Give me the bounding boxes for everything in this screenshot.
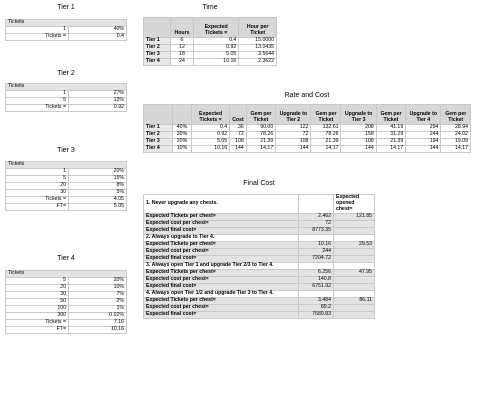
final-cell xyxy=(334,255,375,262)
rate-header: Cost xyxy=(230,105,247,125)
final-cell xyxy=(334,304,375,311)
final-cell: 86.11 xyxy=(334,297,375,304)
final-cell xyxy=(334,248,375,255)
final-row-label: Expected Tickets per chest= xyxy=(144,269,299,276)
tier4-cell: 10% xyxy=(69,284,127,291)
final-row-label: Expected cost per chest= xyxy=(144,248,299,255)
final-row-label: Expected Tickets per chest= xyxy=(144,241,299,248)
rate-cell: 41.19 xyxy=(376,125,405,132)
time-cell: 5.05 xyxy=(194,51,239,58)
final-row-label: Expected cost per chest= xyxy=(144,220,299,227)
tier3-table xyxy=(5,161,127,211)
tier1-title: Tier 1 xyxy=(57,4,75,11)
tier4-cell: 20% xyxy=(69,277,127,284)
rate-cell: 78.26 xyxy=(246,131,275,138)
rate-cell: 144 xyxy=(341,145,376,152)
rate-cell: 132.61 xyxy=(311,125,341,132)
rate-header: Upgrade to Tier 3 xyxy=(341,105,376,125)
tier3-cell: 8% xyxy=(69,182,127,189)
final-cell: 2.462 xyxy=(299,214,334,221)
tier3-cell: 4.05 xyxy=(69,196,127,203)
rate-row-label: Tier 3 xyxy=(144,138,173,145)
final-row-label: Expected final cost= xyxy=(144,283,299,290)
final-cell: 29.53 xyxy=(334,241,375,248)
final-section-heading: 1. Never upgrade any chests. xyxy=(144,195,299,214)
final-cell: 140.8 xyxy=(299,276,334,283)
rate-cell: 21.39 xyxy=(376,138,405,145)
rate-title: Rate and Cost xyxy=(284,92,330,99)
tier2-header: Tickets xyxy=(6,84,127,91)
rate-header: Gem per Ticket xyxy=(441,105,471,125)
rate-cell: 28.94 xyxy=(441,125,471,132)
rate-header: Gem per Ticket xyxy=(246,105,275,125)
rate-header: Upgrade to Tier 4 xyxy=(406,105,441,125)
final-cell: 3.484 xyxy=(299,297,334,304)
rate-cell: 36 xyxy=(230,125,247,132)
final-cell: 10.16 xyxy=(299,241,334,248)
rate-cell: 144 xyxy=(406,145,441,152)
final-section-heading: 4. Always open Tier 1/2 and upgrade Tier 3 to Tier 4. xyxy=(144,290,299,297)
final-cell: 121.85 xyxy=(334,214,375,221)
rate-cell: 0.4 xyxy=(192,125,230,132)
rate-cell: 14.17 xyxy=(376,145,405,152)
tier3-cell: FT= xyxy=(6,203,69,210)
rate-cell: 14.17 xyxy=(311,145,341,152)
time-row-label: Tier 1 xyxy=(144,38,171,45)
rate-cell: 10% xyxy=(173,145,192,152)
final-cell: 89.2 xyxy=(299,304,334,311)
tier3-header: Tickets xyxy=(6,162,127,169)
tier4-cell: Tickets = xyxy=(6,319,69,326)
rate-cell: 122 xyxy=(276,125,311,132)
rate-cell: 78.26 xyxy=(311,131,341,138)
final-cell: 72 xyxy=(299,220,334,227)
rate-row-label: Tier 1 xyxy=(144,125,173,132)
time-header: Hour per Ticket xyxy=(239,18,277,38)
final-table xyxy=(143,194,375,319)
final-cell: 6.256 xyxy=(299,269,334,276)
rate-cell: 108 xyxy=(341,138,376,145)
rate-cell: 72 xyxy=(230,131,247,138)
tier4-cell: 5 xyxy=(6,277,69,284)
tier1-cell: Tickets = xyxy=(6,33,69,40)
tier4-cell: 30 xyxy=(6,291,69,298)
rate-header: Gem per Ticket xyxy=(376,105,405,125)
final-cell xyxy=(334,227,375,234)
final-section-heading: 2. Always upgrade to Tier 4. xyxy=(144,234,299,241)
tier2-table xyxy=(5,83,127,112)
final-row-label: Expected cost per chest= xyxy=(144,276,299,283)
rate-table xyxy=(143,104,471,153)
tier3-cell: 5 xyxy=(6,175,69,182)
tier1-cell: 1 xyxy=(6,26,69,33)
final-row-label: Expected final cost= xyxy=(144,227,299,234)
time-title: Time xyxy=(202,4,218,11)
time-header: Hours xyxy=(171,18,194,38)
time-cell: 13.0435 xyxy=(239,44,277,51)
tier3-cell: 20% xyxy=(69,168,127,175)
final-cell: 7680.83 xyxy=(299,311,334,318)
tier4-cell: 7.16 xyxy=(69,319,127,326)
time-row-label: Tier 4 xyxy=(144,58,171,65)
tier1-cell: 0.4 xyxy=(69,33,127,40)
tier4-cell: 7% xyxy=(69,291,127,298)
tier3-cell: 30 xyxy=(6,189,69,196)
tier4-cell: 50 xyxy=(6,298,69,305)
tier3-cell: Tickets = xyxy=(6,196,69,203)
time-cell: 24 xyxy=(171,58,194,65)
rate-cell: 24.02 xyxy=(441,131,471,138)
rate-header xyxy=(173,105,192,125)
rate-cell: 20% xyxy=(173,138,192,145)
final-cell: 6751.92 xyxy=(299,283,334,290)
tier2-cell: 5 xyxy=(6,97,69,104)
time-cell: 12 xyxy=(171,44,194,51)
tier1-header: Tickets xyxy=(6,20,127,27)
rate-cell: 158 xyxy=(341,131,376,138)
rate-cell: 40% xyxy=(173,125,192,132)
rate-row-label: Tier 2 xyxy=(144,131,173,138)
time-cell: 0.92 xyxy=(194,44,239,51)
tier4-cell: 300 xyxy=(6,312,69,319)
rate-cell: 14.17 xyxy=(246,145,275,152)
rate-cell: 31.29 xyxy=(376,131,405,138)
rate-cell: 21.39 xyxy=(311,138,341,145)
final-cell xyxy=(334,276,375,283)
final-section-heading: 3. Always open Tier 1 and upgrade Tier 2/3 to Tier 4. xyxy=(144,262,299,269)
time-cell: 15.0000 xyxy=(239,38,277,45)
final-row-label: Expected cost per chest= xyxy=(144,304,299,311)
time-cell: 18 xyxy=(171,51,194,58)
rate-cell: 0.92 xyxy=(192,131,230,138)
final-row-label: Expected final cost= xyxy=(144,311,299,318)
tier2-title: Tier 2 xyxy=(57,70,75,77)
time-cell: 0.4 xyxy=(194,38,239,45)
tier4-cell: 2% xyxy=(69,298,127,305)
final-col-header: Expected opened chest= xyxy=(334,195,375,214)
tier4-cell: 100 xyxy=(6,305,69,312)
rate-cell: 208 xyxy=(341,125,376,132)
rate-cell: 10.16 xyxy=(192,145,230,152)
tier4-cell: 10.16 xyxy=(69,326,127,333)
tier3-cell: 5% xyxy=(69,189,127,196)
time-table xyxy=(143,17,277,66)
tier3-cell: 15% xyxy=(69,175,127,182)
final-row-label: Expected final cost= xyxy=(144,255,299,262)
tier2-cell: 0.92 xyxy=(69,104,127,111)
tier1-cell: 40% xyxy=(69,26,127,33)
tier2-cell: 27% xyxy=(69,90,127,97)
final-cell xyxy=(334,220,375,227)
tier3-cell: 1 xyxy=(6,168,69,175)
rate-header xyxy=(144,105,173,125)
rate-header: Gem per Ticket xyxy=(311,105,341,125)
rate-cell: 21.39 xyxy=(246,138,275,145)
tier1-table xyxy=(5,19,127,41)
rate-cell: 19.09 xyxy=(441,138,471,145)
tier3-title: Tier 3 xyxy=(57,147,75,154)
tier4-table xyxy=(5,270,127,334)
final-cell: 8773.35 xyxy=(299,227,334,234)
time-cell: 2.3622 xyxy=(239,58,277,65)
time-cell: 10.16 xyxy=(194,58,239,65)
final-cell: 7204.72 xyxy=(299,255,334,262)
tier2-cell: 1 xyxy=(6,90,69,97)
final-row-label: Expected Tickets per chest= xyxy=(144,214,299,221)
final-empty-cell xyxy=(299,195,334,214)
rate-cell: 108 xyxy=(276,138,311,145)
tier3-cell: 5.05 xyxy=(69,203,127,210)
final-row-label: Expected Tickets per chest= xyxy=(144,297,299,304)
final-cell xyxy=(334,283,375,290)
final-cell xyxy=(334,311,375,318)
rate-header: Expected Tickets = xyxy=(192,105,230,125)
tier4-title: Tier 4 xyxy=(57,255,75,262)
tier4-header: Tickets xyxy=(6,271,127,278)
rate-cell: 5.05 xyxy=(192,138,230,145)
tier2-cell: Tickets = xyxy=(6,104,69,111)
tier4-cell: 20 xyxy=(6,284,69,291)
final-cell: 47.95 xyxy=(334,269,375,276)
rate-cell: 30% xyxy=(173,131,192,138)
rate-cell: 144 xyxy=(276,145,311,152)
rate-cell: 144 xyxy=(230,145,247,152)
tier4-cell: 1% xyxy=(69,305,127,312)
tier4-cell: FT= xyxy=(6,326,69,333)
rate-cell: 72 xyxy=(276,131,311,138)
rate-cell: 14.17 xyxy=(441,145,471,152)
tier4-cell: 0.02% xyxy=(69,312,127,319)
tier2-cell: 13% xyxy=(69,97,127,104)
rate-row-label: Tier 4 xyxy=(144,145,173,152)
rate-cell: 194 xyxy=(406,138,441,145)
time-cell: 6 xyxy=(171,38,194,45)
rate-cell: 90.00 xyxy=(246,125,275,132)
time-row-label: Tier 2 xyxy=(144,44,171,51)
time-cell: 3.5644 xyxy=(239,51,277,58)
rate-cell: 244 xyxy=(406,131,441,138)
rate-header: Upgrade to Tier 2 xyxy=(276,105,311,125)
rate-cell: 294 xyxy=(406,125,441,132)
final-title: Final Cost xyxy=(243,180,275,187)
time-header xyxy=(144,18,171,38)
time-header: Expected Tickets = xyxy=(194,18,239,38)
final-cell: 244 xyxy=(299,248,334,255)
time-row-label: Tier 3 xyxy=(144,51,171,58)
tier3-cell: 20 xyxy=(6,182,69,189)
rate-cell: 108 xyxy=(230,138,247,145)
